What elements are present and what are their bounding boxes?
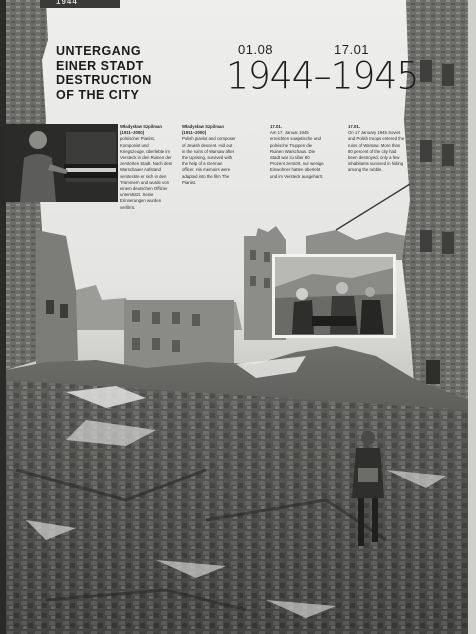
start-date: 01.08: [238, 42, 274, 57]
column-heading: 17.01.: [348, 124, 360, 129]
text-column-3: [270, 124, 324, 180]
column-body: Polish pianist and composer of Jewish descent. Hid out in the ruins of Warsaw after the Uprising, survived with the help of a German officer. His memoirs were adapted into the film The Pianist.: [182, 136, 236, 185]
title-line-german-2: EINER STADT: [56, 58, 144, 73]
header-tab-label: 1944: [56, 0, 78, 6]
panel-right-edge: [468, 0, 476, 634]
survivors-photo: [272, 254, 396, 338]
end-date: 17.01: [334, 42, 370, 57]
column-body: Am 17. Januar 1945 erreichten sowjetische und polnische Truppen die Ruinen Warschaus. Die Stadt war zu über 80 Prozent zerstört, nur wenige Einwohner hatten überlebt und im Versteck ausgeharrt.: [270, 130, 324, 179]
text-column-1: [120, 124, 174, 211]
header-tab: [40, 0, 120, 8]
column-body: polnischer Pianist, Komponist und Kriegszeuge, überlebte im Versteck in den Ruinen der zerstörten Stadt. Nach dem Warschauer Aufstand versteckte er sich in den Trümmern und wurde von einem deutschen Offizier unterstützt. Seine Erinnerungen wurden verfilmt.: [120, 136, 173, 210]
title-line-english-1: DESTRUCTION: [56, 73, 152, 87]
title-line-german-1: UNTERGANG: [56, 44, 142, 58]
column-heading: Władysław Szpilman (1911–2000): [182, 124, 225, 136]
column-body: On 17 January 1945 Soviet and Polish troops entered the ruins of Warsaw. More than 80 percent of the city had been destroyed; only a few inhabitants survived in hiding among the rubble.: [348, 130, 405, 173]
child-figure: [346, 428, 390, 550]
title-line-english-2: OF THE CITY: [56, 87, 140, 102]
text-column-4: [348, 124, 406, 174]
column-heading: 17.01.: [270, 124, 282, 129]
pianist-photo: [6, 124, 118, 202]
column-heading: Władysław Szpilman (1911–2000): [120, 124, 163, 136]
year-range: 1944–1945: [226, 54, 419, 99]
text-column-2: [182, 124, 236, 186]
panel-title: [56, 44, 152, 102]
